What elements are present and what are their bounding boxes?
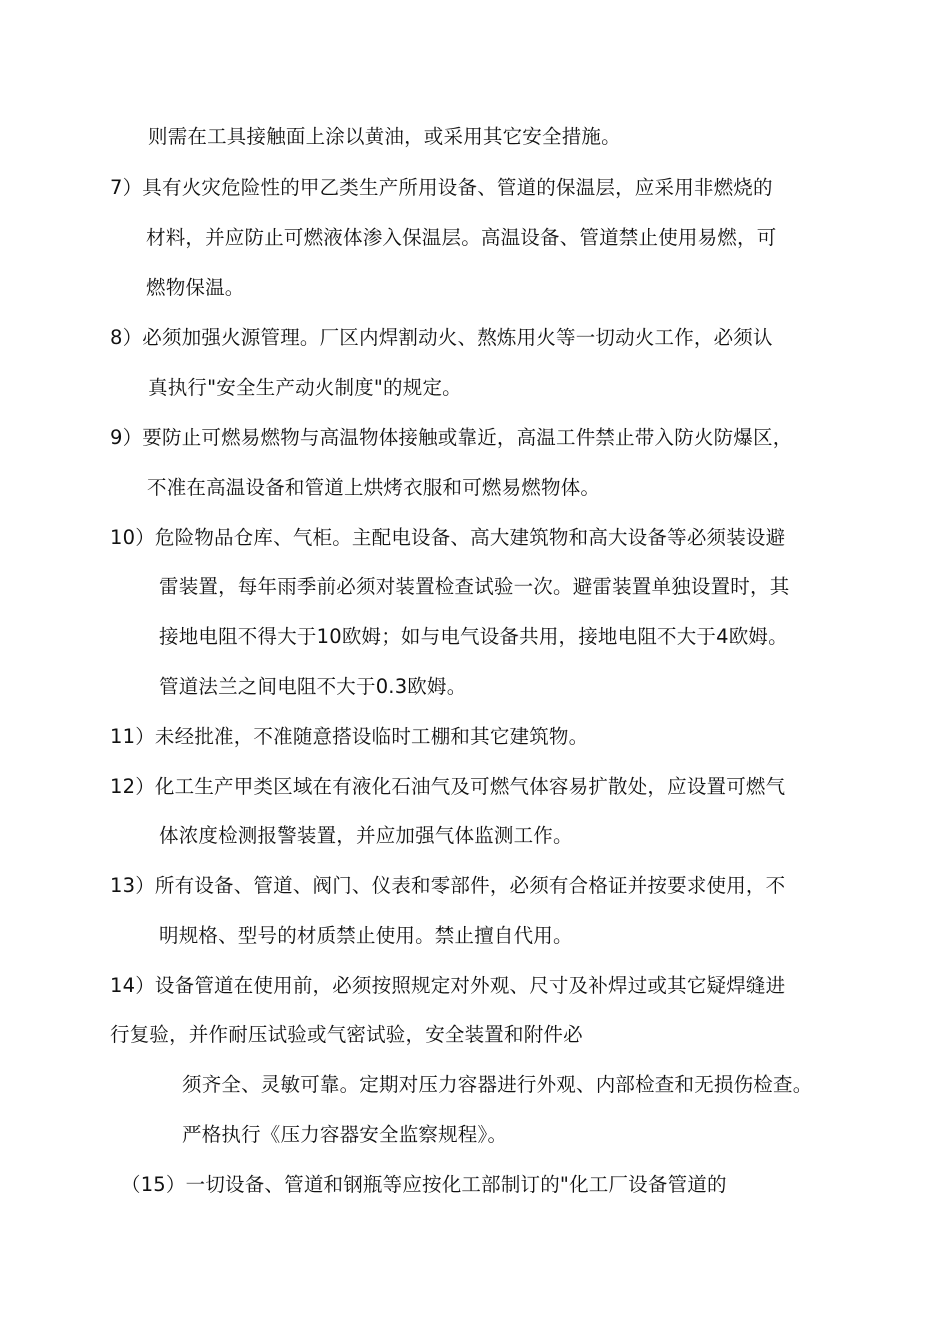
text-line-9: 10）危险物品仓库、气柜。主配电设备、高大建筑物和高大设备等必须装设避 xyxy=(110,526,786,549)
text-line-16: 13）所有设备、管道、阀门、仪表和零部件，必须有合格证并按要求使用，不 xyxy=(110,874,786,897)
text-line-11: 接地电阻不得大于10欧姆；如与电气设备共用，接地电阻不大于4欧姆。 xyxy=(159,625,788,648)
text-line-19: 行复验，并作耐压试验或气密试验，安全装置和附件必 xyxy=(110,1023,583,1046)
text-line-8: 不准在高温设备和管道上烘烤衣服和可燃易燃物体。 xyxy=(147,476,601,499)
text-line-17: 明规格、型号的材质禁止使用。禁止擅自代用。 xyxy=(159,924,573,947)
text-line-10: 雷装置，每年雨季前必须对装置检查试验一次。避雷装置单独设置时，其 xyxy=(159,575,790,598)
text-line-20: 须齐全、灵敏可靠。定期对压力容器进行外观、内部检查和无损伤检查。 xyxy=(182,1073,813,1096)
text-line-7: 9）要防止可燃易燃物与高温物体接触或靠近，高温工件禁止带入防火防爆区， xyxy=(110,426,793,449)
text-line-18: 14）设备管道在使用前，必须按照规定对外观、尺寸及补焊过或其它疑焊缝进 xyxy=(110,974,786,997)
text-line-15: 体浓度检测报警装置，并应加强气体监测工作。 xyxy=(159,824,573,847)
text-line-22: （15）一切设备、管道和钢瓶等应按化工部制订的"化工厂设备管道的 xyxy=(121,1173,727,1196)
text-line-6: 真执行"安全生产动火制度"的规定。 xyxy=(148,376,462,399)
text-line-3: 材料，并应防止可燃液体渗入保温层。高温设备、管道禁止使用易燃，可 xyxy=(146,226,777,249)
text-line-21: 严格执行《压力容器安全监察规程》。 xyxy=(182,1123,508,1146)
text-line-13: 11）未经批准，不准随意搭设临时工棚和其它建筑物。 xyxy=(110,725,589,748)
text-line-4: 燃物保温。 xyxy=(146,276,245,299)
text-line-14: 12）化工生产甲类区域在有液化石油气及可燃气体容易扩散处，应设置可燃气 xyxy=(110,775,786,798)
text-line-5: 8）必须加强火源管理。厂区内焊割动火、熬炼用火等一切动火工作，必须认 xyxy=(110,326,773,349)
text-line-12: 管道法兰之间电阻不大于0.3欧姆。 xyxy=(159,675,467,698)
text-line-1: 则需在工具接触面上涂以黄油，或采用其它安全措施。 xyxy=(148,125,621,148)
text-line-2: 7）具有火灾危险性的甲乙类生产所用设备、管道的保温层，应采用非燃烧的 xyxy=(110,176,773,199)
